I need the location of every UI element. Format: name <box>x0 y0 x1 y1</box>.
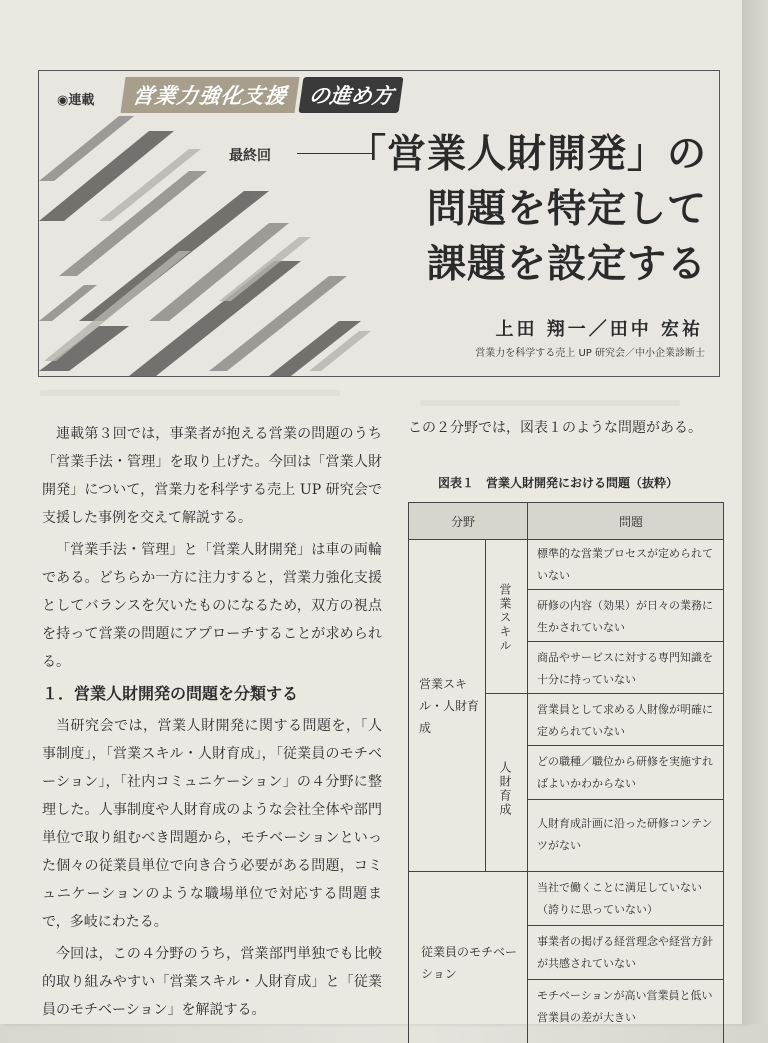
show-through <box>40 390 340 396</box>
group-label: 営業スキル・人財育成 <box>419 677 480 735</box>
series-banner <box>123 75 401 115</box>
paragraph: 当研究会では，営業人財開発に関する問題を，「人事制度」，「営業スキル・人財育成」，「従業員のモチベーション」，「社内コミュニケーション」の４分野に整理した。人事制度や人財育成のような会社全体や部門単位で取り組むべき問題から，モチベーションといった個々の従業員単位で向き合う必要がある問題，コミュニケーションのような職場単位で対応する問題まで，多岐にわたる。 <box>42 718 382 930</box>
header-problem: 問題 <box>619 515 644 529</box>
row-divider <box>527 799 723 800</box>
title-line: 課題を設定する <box>426 241 707 287</box>
problem-cell: 事業者の掲げる経営理念や経営方針が共感されていない <box>537 935 713 970</box>
title-line: 「営業人財開発」の <box>346 131 707 177</box>
problem-cell: 標準的な営業プロセスが定められていない <box>537 547 713 582</box>
page-edge <box>742 0 768 1024</box>
series-suffix: の進め方 <box>298 77 403 113</box>
article-title <box>337 127 707 292</box>
installment-label: 最終回 <box>229 148 271 164</box>
row-divider <box>527 925 723 926</box>
right-intro: この２分野では，図表１のような問題がある。 <box>408 420 702 436</box>
table-caption: 図表１ 営業人財開発における問題（抜粋） <box>438 476 679 490</box>
left-column <box>42 420 382 1028</box>
article-header <box>38 70 720 377</box>
problem-cell: 研修の内容（効果）が日々の業務に生かされていない <box>537 599 713 634</box>
paragraph: 連載第３回では，事業者が抱える営業の問題のうち「営業手法・管理」を取り上げた。今回は「営業人財開発」について，営業力を科学する売上 UP 研究会で支援した事例を交えて解説する。 <box>42 426 382 526</box>
paragraph: 今回は，この４分野のうち，営業部門単独でも比較的取り組みやすい「営業スキル・人財育成」と「従業員のモチベーション」を解説する。 <box>42 946 382 1018</box>
table-header <box>409 503 723 540</box>
show-through <box>420 400 680 406</box>
paragraph: 「営業手法・管理」と「営業人財開発」は車の両輪である。どちらか一方に注力すると，営業力強化支援としてバランスを欠いたものになるため，双方の視点を持って営業の問題にアプローチすることが求められる。 <box>42 542 382 670</box>
row-divider <box>527 745 723 746</box>
row-divider <box>527 641 723 642</box>
problem-cell: どの職種／職位から研修を実施すればよいかわからない <box>537 755 713 790</box>
row-divider <box>527 979 723 980</box>
authors: 上田 翔一／田中 宏祐 <box>495 319 703 340</box>
title-line: 問題を特定して <box>426 186 707 232</box>
section-heading: １．営業人財開発の問題を分類する <box>42 684 299 703</box>
problem-table <box>408 502 724 1043</box>
problem-cell: 商品やサービスに対する専門知識を十分に持っていない <box>537 651 713 686</box>
subgroup-label: 人財育成 <box>498 761 512 817</box>
header-field: 分野 <box>451 515 476 529</box>
row-divider <box>485 693 723 694</box>
problem-cell: 当社で働くことに満足していない（誇りに思っていない） <box>537 881 702 916</box>
group-label: 従業員のモチベーション <box>421 945 518 981</box>
grid-line <box>485 539 486 871</box>
problem-cell: 営業員として求める人財像が明確に定められていない <box>537 703 713 738</box>
series-title: 営業力強化支援 <box>120 77 299 113</box>
affiliation: 営業力を科学する売上 UP 研究会／中小企業診断士 <box>475 348 705 359</box>
problem-cell: モチベーションが高い営業員と低い営業員の差が大きい <box>537 989 713 1024</box>
serial-label: ◉連載 <box>57 93 95 108</box>
subgroup-label: 営業スキル <box>498 583 512 653</box>
row-divider <box>527 589 723 590</box>
row-divider <box>409 871 723 872</box>
grid-line <box>527 503 528 1043</box>
problem-cell: 人財育成計画に沿った研修コンテンツがない <box>537 817 713 852</box>
